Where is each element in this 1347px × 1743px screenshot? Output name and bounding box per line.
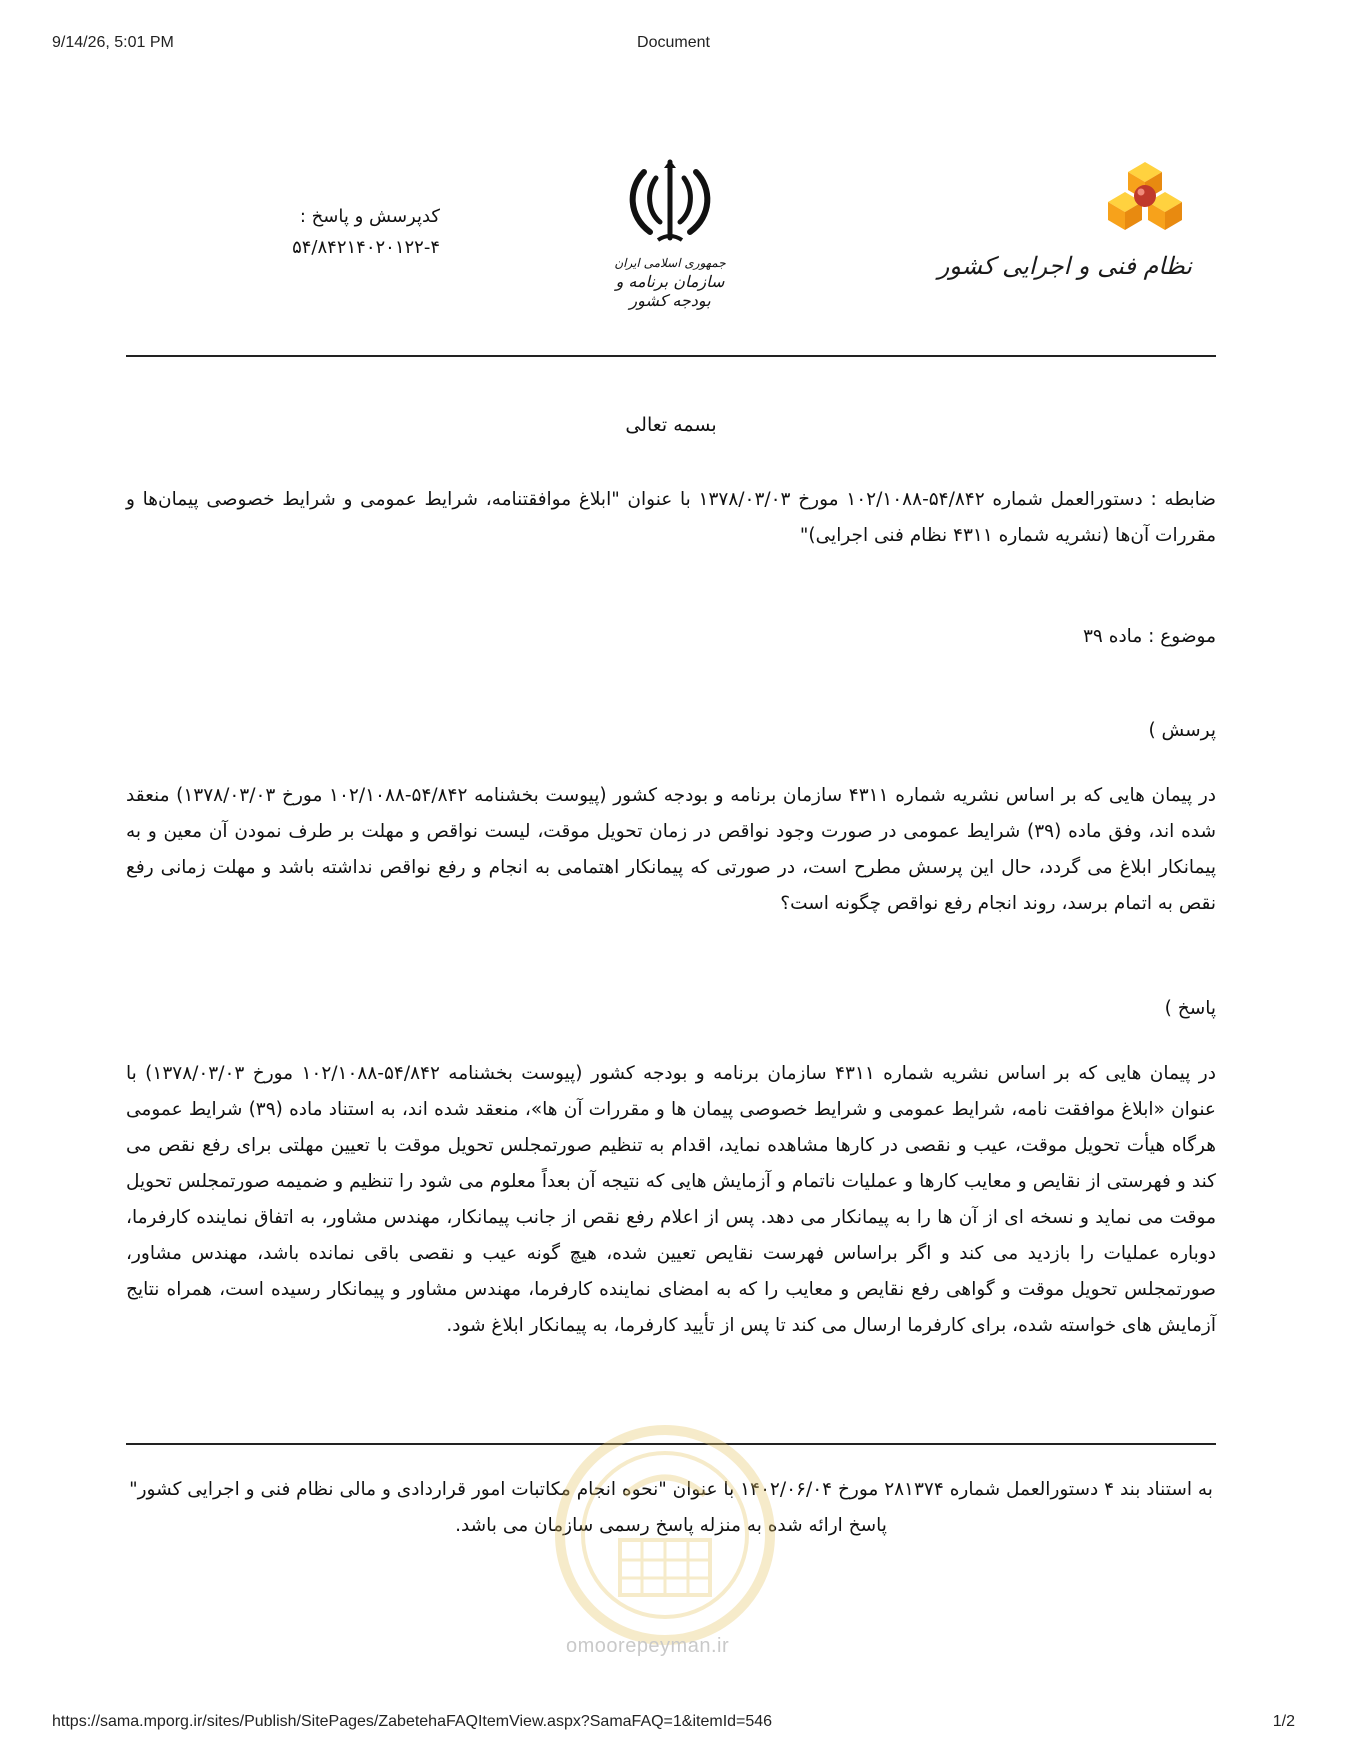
subject-line: موضوع : ماده ۳۹ (1083, 626, 1216, 647)
bismillah: بسمه تعالی (625, 414, 717, 436)
print-datetime: 9/14/26, 5:01 PM (52, 34, 174, 51)
answer-heading: پاسخ ) (1164, 998, 1216, 1019)
iran-emblem-icon (622, 158, 718, 248)
official-note: به استناد بند ۴ دستورالعمل شماره ۲۸۱۳۷۴ مورخ ۱۴۰۲/۰۶/۰۴ با عنوان "نحوه انجام مکاتبات امور قراردادی و مالی نظام فنی و اجرایی کشور" پاسخ ارائه شده به منزله پاسخ رسمی سازمان می باشد. (129, 1479, 1213, 1536)
emblem-line-2: سازمان برنامه و بودجه کشور (615, 272, 725, 310)
question-paragraph: در پیمان هایی که بر اساس نشریه شماره ۴۳۱۱ سازمان برنامه و بودجه کشور (پیوست بخشنامه ۵۴/۸۴۲-۱۰۲/۱۰۸۸ مورخ ۱۳۷۸/۰۳/۰۳) منعقد شده اند، وفق ماده (۳۹) شرایط عمومی در صورت وجود نواقص در زمان تحویل موقت، لیست نواقص و مهلت بر طرف نمودن آن معین و به پیمانکار ابلاغ می گردد، حال این پرسش مطرح است، در صورتی که پیمانکار اهتمامی به انجام و رفع نواقص نداشته باشد و مهلت زمانی رفع نقص به اتمام برسد، روند انجام رفع نواقص چگونه است؟ (126, 785, 1216, 914)
print-footer (0, 1713, 1347, 1735)
nezam-fanni-logo (937, 160, 1220, 300)
qa-code-value: ۵۴/۸۴۲۱۴۰۲۰۱۲۲-۴ (292, 237, 440, 258)
cube-stack-icon (1100, 160, 1190, 240)
left-logo-caption: نظام فنی و اجرایی کشور (937, 252, 1192, 280)
emblem-line-1: جمهوری اسلامی ایران (614, 256, 726, 270)
watermark-seal-icon (550, 1420, 780, 1650)
print-url: https://sama.mporg.ir/sites/Publish/SitePages/ZabetehaFAQItemView.aspx?SamaFAQ=1&itemId=546 (52, 1713, 773, 1730)
zabeteh-paragraph: ضابطه : دستورالعمل شماره ۵۴/۸۴۲-۱۰۲/۱۰۸۸ مورخ ۱۳۷۸/۰۳/۰۳ با عنوان "ابلاغ موافقتنامه، شرایط عمومی و شرایط خصوصی پیمان‌ها و مقررات آن‌ها (نشریه شماره ۴۳۱۱ نظام فنی اجرایی)" (126, 489, 1216, 546)
header-divider (126, 355, 1216, 357)
question-heading: پرسش ) (1148, 720, 1216, 741)
qa-code-box (250, 206, 440, 258)
watermark-site: omoorepeyman.ir (566, 1635, 730, 1657)
iran-emblem (600, 158, 740, 308)
qa-code-label: کدپرسش و پاسخ : (299, 206, 440, 227)
answer-paragraph: در پیمان هایی که بر اساس نشریه شماره ۴۳۱۱ سازمان برنامه و بودجه کشور (پیوست بخشنامه ۵۴/۸۴۲-۱۰۲/۱۰۸۸ مورخ ۱۳۷۸/۰۳/۰۳) با عنوان «ابلاغ موافقت نامه، شرایط عمومی و شرایط خصوصی پیمان ها و مقررات آن ها»، منعقد شده اند، به استناد ماده (۳۹) شرایط عمومی هرگاه هیأت تحویل موقت، عیب و نقصی در کارها مشاهده نماید، اقدام به تنظیم صورتمجلس تحویل موقت با تعیین مهلتی برای رفع نقص می کند و فهرستی از نقایص و معایب کارها و عملیات ناتمام و آزمایش هایی که نتیجه آن بعداً معلوم می شود را تنظیم و ضمیمه صورتمجلس تحویل موقت می نماید و نسخه ای از آن ها را به پیمانکار می دهد. پس از اعلام رفع نقص از جانب پیمانکار، مهندس مشاور، به اتفاق نماینده کارفرما، دوباره عملیات را بازدید می کند و اگر براساس فهرست نقایص تعیین شده، هیچ گونه عیب و نقصی باقی نمانده باشد، مهندس مشاور، صورتمجلس تحویل موقت و گواهی رفع نقایص و معایب را که به امضای نماینده کارفرما، مهندس مشاور و پیمانکار رسیده است، همراه نتایج آزمایش های خواسته شده، برای کارفرما ارسال می کند تا پس از تأیید کارفرما، به پیمانکار ابلاغ شود. (126, 1063, 1216, 1336)
print-page-number: 1/2 (1272, 1713, 1295, 1730)
print-header (0, 34, 1347, 56)
print-doc-title: Document (637, 34, 710, 51)
